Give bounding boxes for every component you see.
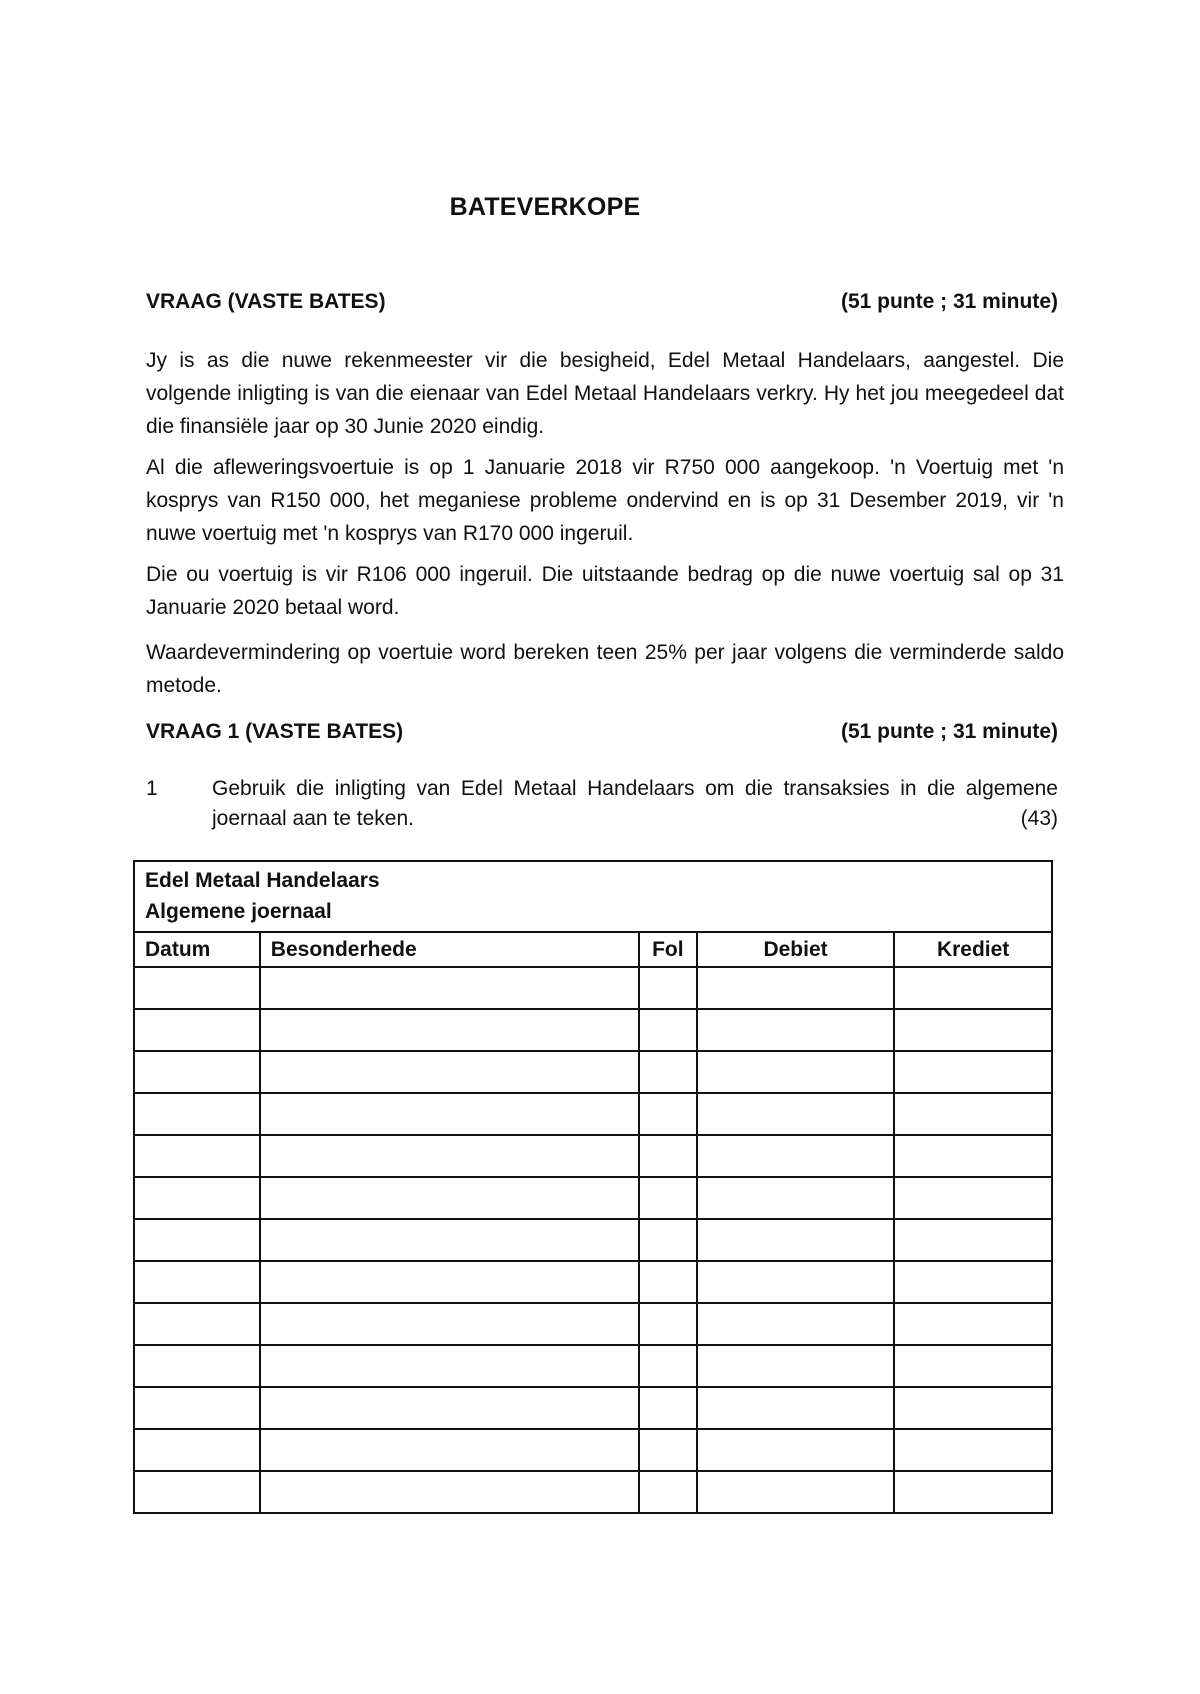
journal-cell-datum[interactable]: [134, 1051, 260, 1093]
journal-cell-datum[interactable]: [134, 1387, 260, 1429]
journal-cell-fol[interactable]: [639, 1261, 697, 1303]
journal-cell-krediet[interactable]: [894, 1219, 1052, 1261]
journal-row: [134, 1093, 1052, 1135]
journal-cell-krediet[interactable]: [894, 1303, 1052, 1345]
journal-cell-besonderhede[interactable]: [260, 1345, 639, 1387]
journal-cell-krediet[interactable]: [894, 1471, 1052, 1513]
journal-body: [134, 967, 1052, 1513]
journal-cell-fol[interactable]: [639, 1387, 697, 1429]
question-intro-heading: [146, 290, 1058, 314]
journal-cell-debiet[interactable]: [697, 1135, 894, 1177]
journal-cell-datum[interactable]: [134, 1303, 260, 1345]
column-header-debiet: Debiet: [697, 932, 894, 967]
business-name: Edel Metaal Handelaars: [145, 869, 380, 892]
journal-cell-besonderhede[interactable]: [260, 1093, 639, 1135]
journal-cell-fol[interactable]: [639, 1303, 697, 1345]
paragraph-vehicle-purchase: Al die afleweringsvoertuie is op 1 Januarie 2018 vir R750 000 aangekoop. 'n Voertuig met 'n kosprys van R150 000, het meganiese probleme ondervind en is op 31 Desember 2019, vir 'n nuwe voertuig met 'n kosprys van R170 000 ingeruil.: [146, 456, 1064, 545]
journal-cell-krediet[interactable]: [894, 967, 1052, 1009]
journal-cell-datum[interactable]: [134, 1093, 260, 1135]
journal-cell-fol[interactable]: [639, 1345, 697, 1387]
journal-cell-krediet[interactable]: [894, 1177, 1052, 1219]
task-text: Gebruik die inligting van Edel Metaal Handelaars om die transaksies in die algemene joernaal aan te teken.: [212, 777, 1058, 830]
journal-cell-debiet[interactable]: [697, 1177, 894, 1219]
journal-cell-besonderhede[interactable]: [260, 1471, 639, 1513]
journal-row: [134, 1135, 1052, 1177]
column-header-fol: Fol: [639, 932, 697, 967]
journal-name: Algemene joernaal: [145, 900, 332, 923]
journal-cell-besonderhede[interactable]: [260, 1303, 639, 1345]
question-1-heading: [146, 720, 1058, 744]
journal-row: [134, 1471, 1052, 1513]
paragraph-depreciation: Waardevermindering op voertuie word bereken teen 25% per jaar volgens die verminderde saldo metode.: [146, 641, 1064, 697]
journal-row: [134, 967, 1052, 1009]
journal-cell-krediet[interactable]: [894, 1135, 1052, 1177]
journal-cell-debiet[interactable]: [697, 1471, 894, 1513]
journal-cell-datum[interactable]: [134, 1345, 260, 1387]
journal-cell-debiet[interactable]: [697, 1261, 894, 1303]
column-header-krediet: Krediet: [894, 932, 1052, 967]
journal-row: [134, 1387, 1052, 1429]
question-intro-marks: (51 punte ; 31 minute): [840, 290, 1058, 313]
journal-cell-debiet[interactable]: [697, 1387, 894, 1429]
task-marks: (43): [1020, 807, 1058, 830]
journal-cell-krediet[interactable]: [894, 1261, 1052, 1303]
journal-cell-debiet[interactable]: [697, 1219, 894, 1261]
journal-cell-fol[interactable]: [639, 1051, 697, 1093]
journal-row: [134, 1051, 1052, 1093]
journal-row: [134, 1219, 1052, 1261]
journal-cell-datum[interactable]: [134, 1261, 260, 1303]
journal-cell-besonderhede[interactable]: [260, 1177, 639, 1219]
journal-cell-datum[interactable]: [134, 1177, 260, 1219]
journal-cell-datum[interactable]: [134, 1219, 260, 1261]
journal-cell-besonderhede[interactable]: [260, 967, 639, 1009]
journal-cell-debiet[interactable]: [697, 1345, 894, 1387]
journal-row: [134, 1345, 1052, 1387]
journal-cell-datum[interactable]: [134, 1009, 260, 1051]
column-header-besonderhede: Besonderhede: [260, 932, 639, 967]
journal-cell-besonderhede[interactable]: [260, 1051, 639, 1093]
journal-cell-fol[interactable]: [639, 1429, 697, 1471]
journal-cell-krediet[interactable]: [894, 1051, 1052, 1093]
task-number: 1: [146, 777, 158, 800]
journal-cell-besonderhede[interactable]: [260, 1219, 639, 1261]
journal-cell-debiet[interactable]: [697, 967, 894, 1009]
question-1-marks: (51 punte ; 31 minute): [840, 720, 1058, 743]
journal-cell-fol[interactable]: [639, 1009, 697, 1051]
journal-cell-krediet[interactable]: [894, 1093, 1052, 1135]
journal-cell-krediet[interactable]: [894, 1387, 1052, 1429]
journal-cell-datum[interactable]: [134, 1429, 260, 1471]
paragraph-trade-in: Die ou voertuig is vir R106 000 ingeruil. Die uitstaande bedrag op die nuwe voertuig sal op 31 Januarie 2020 betaal word.: [146, 563, 1064, 619]
journal-cell-besonderhede[interactable]: [260, 1135, 639, 1177]
journal-cell-fol[interactable]: [639, 1135, 697, 1177]
paragraph-appointment: Jy is as die nuwe rekenmeester vir die besigheid, Edel Metaal Handelaars, aangestel. Die volgende inligting is van die eienaar van Edel Metaal Handelaars verkry. Hy het jou meegedeel dat die finansiële jaar op 30 Junie 2020 eindig.: [146, 349, 1064, 438]
journal-cell-fol[interactable]: [639, 1093, 697, 1135]
journal-cell-datum[interactable]: [134, 967, 260, 1009]
journal-cell-debiet[interactable]: [697, 1429, 894, 1471]
journal-cell-krediet[interactable]: [894, 1009, 1052, 1051]
journal-row: [134, 1261, 1052, 1303]
journal-cell-datum[interactable]: [134, 1471, 260, 1513]
question-1-title: VRAAG 1 (VASTE BATES): [146, 720, 404, 743]
journal-row: [134, 1177, 1052, 1219]
journal-row: [134, 1429, 1052, 1471]
journal-cell-besonderhede[interactable]: [260, 1009, 639, 1051]
journal-cell-krediet[interactable]: [894, 1345, 1052, 1387]
journal-header: [134, 861, 1052, 932]
journal-row: [134, 1009, 1052, 1051]
question-intro-title: VRAAG (VASTE BATES): [146, 290, 386, 313]
journal-cell-debiet[interactable]: [697, 1051, 894, 1093]
journal-cell-debiet[interactable]: [697, 1093, 894, 1135]
journal-cell-besonderhede[interactable]: [260, 1261, 639, 1303]
page-title: BATEVERKOPE: [449, 193, 641, 221]
journal-cell-fol[interactable]: [639, 1177, 697, 1219]
journal-cell-fol[interactable]: [639, 1219, 697, 1261]
column-header-datum: Datum: [134, 932, 260, 967]
journal-cell-besonderhede[interactable]: [260, 1387, 639, 1429]
journal-cell-fol[interactable]: [639, 967, 697, 1009]
journal-cell-krediet[interactable]: [894, 1429, 1052, 1471]
journal-cell-besonderhede[interactable]: [260, 1429, 639, 1471]
journal-row: [134, 1303, 1052, 1345]
journal-cell-datum[interactable]: [134, 1135, 260, 1177]
journal-cell-fol[interactable]: [639, 1471, 697, 1513]
general-journal-table: [133, 860, 1053, 1514]
journal-cell-debiet[interactable]: [697, 1303, 894, 1345]
journal-cell-debiet[interactable]: [697, 1009, 894, 1051]
